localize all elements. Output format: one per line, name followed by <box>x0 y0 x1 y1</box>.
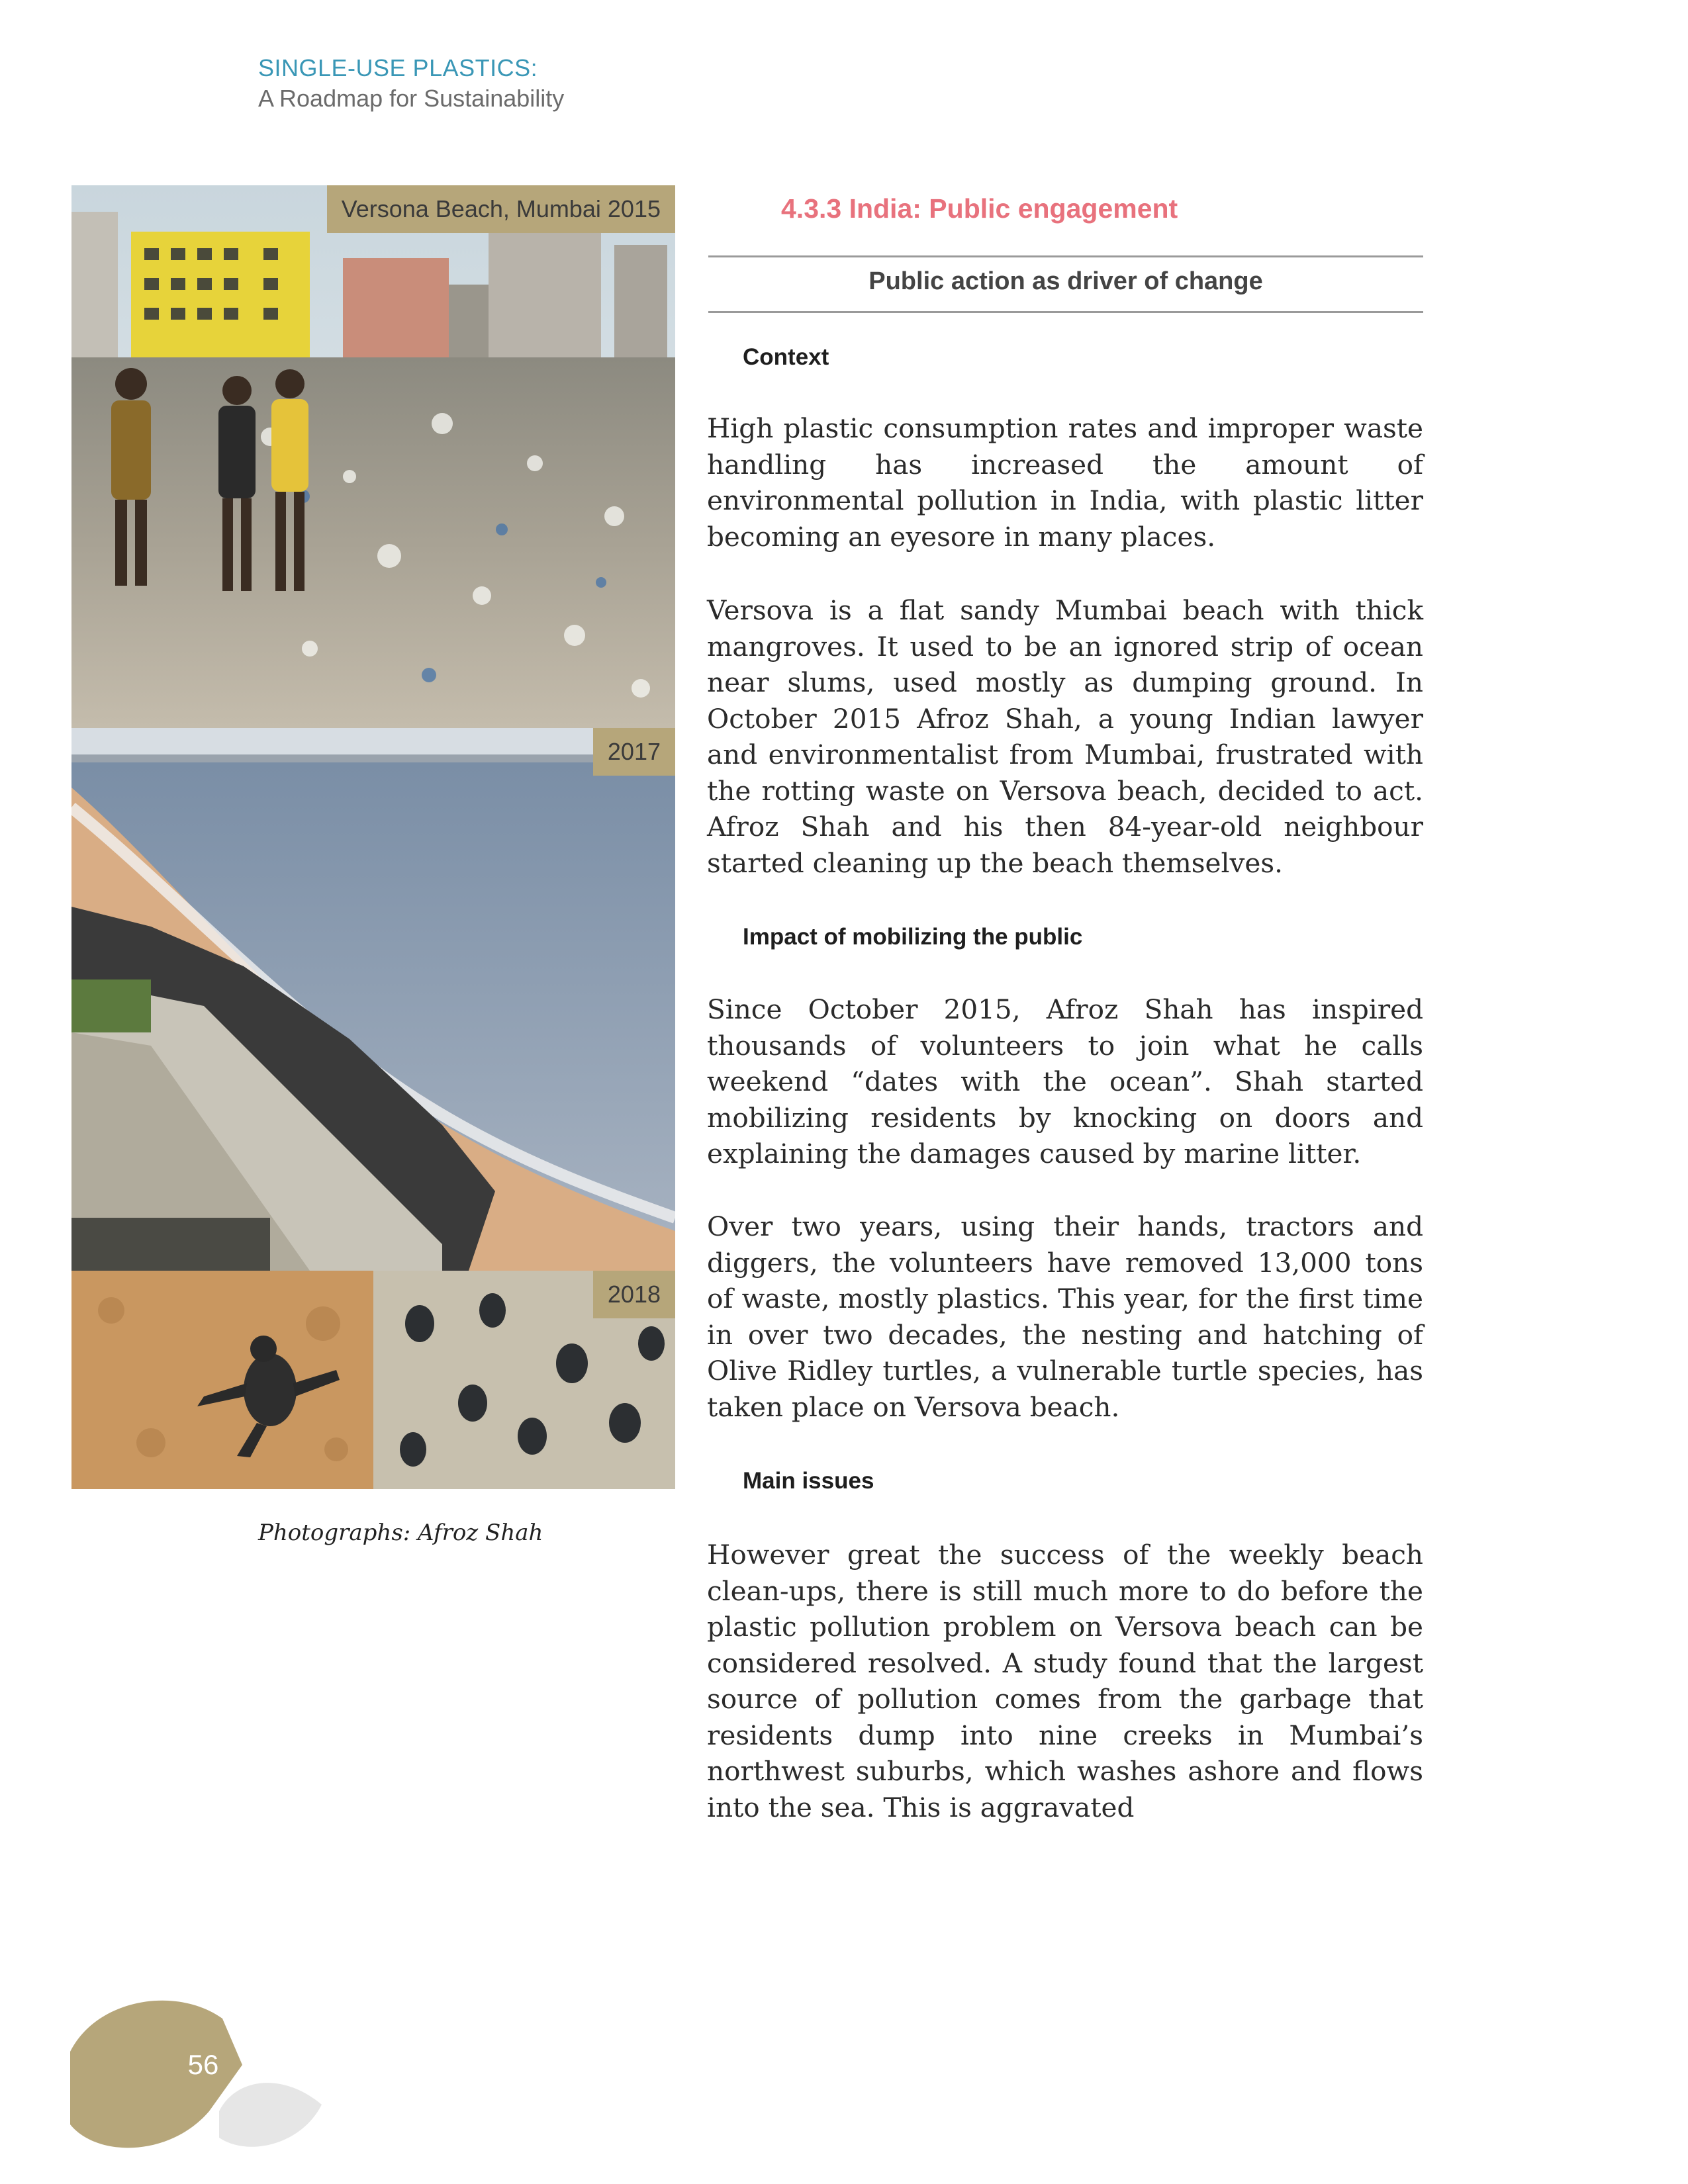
photo-2015-label: Versona Beach, Mumbai 2015 <box>327 185 675 233</box>
subheading-main-issues: Main issues <box>743 1468 874 1494</box>
paragraph-impact-1: Since October 2015, Afroz Shah has inspired thousands of volunteers to join what he calls weekend “dates with the ocean”. Shah started mobilizing residents by knocking on doors and explaining the damages caused by marine litter. <box>707 993 1423 1169</box>
paragraph-main-issues: However great the success of the weekly beach clean-ups, there is still much more to do before the plastic pollution problem on Versova beach can be considered resolved. A study found that the largest source of pollution comes from the garbage that residents dump into nine creeks in Mumbai’s northwest suburbs, which washes ashore and flows into the sea. This is aggravated <box>707 1539 1423 1823</box>
photo-2018-label: 2018 <box>593 1271 675 1318</box>
photo-turtle-hatchling-2018 <box>71 1271 373 1489</box>
box-title: Public action as driver of change <box>868 267 1263 295</box>
paragraph-context-2: Versova is a flat sandy Mumbai beach with thick mangroves. It used to be an ignored strip of ocean near slums, used mostly as dumping ground. In October 2015 Afroz Shah, a young Indian lawyer and environmentalist from Mumbai, frustrated with the rotting waste on Versova beach, decided to act. Afroz Shah and his then 84-year-old neighbour started cleaning up the beach themselves. <box>707 594 1423 879</box>
running-header-subtitle: A Roadmap for Sustainability <box>258 85 565 112</box>
paragraph-impact-2: Over two years, using their hands, tractors and diggers, the volunteers have removed 13,000 tons of waste, mostly plastics. This year, for the first time in over two decades, the nesting and hatching of Olive Ridley turtles, a vulnerable turtle species, has taken place on Versova beach. <box>707 1210 1423 1423</box>
running-header-title: SINGLE-USE PLASTICS: <box>258 54 538 81</box>
photo-beach-2015 <box>71 185 675 728</box>
box-bottom-rule <box>708 311 1423 313</box>
photo-2017-label: 2017 <box>593 728 675 776</box>
subheading-impact: Impact of mobilizing the public <box>743 924 1083 950</box>
section-heading: 4.3.3 India: Public engagement <box>781 193 1178 224</box>
page-number: 56 <box>187 2049 219 2080</box>
box-top-rule <box>708 255 1423 257</box>
photo-caption: Photographs: Afroz Shah <box>258 1520 543 1546</box>
paragraph-context-1: High plastic consumption rates and improper waste handling has increased the amount of environmental pollution in India, with plastic litter becoming an eyesore in many places. <box>707 412 1423 553</box>
subheading-context: Context <box>743 344 829 370</box>
photo-beach-2017 <box>71 728 675 1271</box>
photo-turtle-hatchlings-group-2018 <box>373 1271 675 1489</box>
